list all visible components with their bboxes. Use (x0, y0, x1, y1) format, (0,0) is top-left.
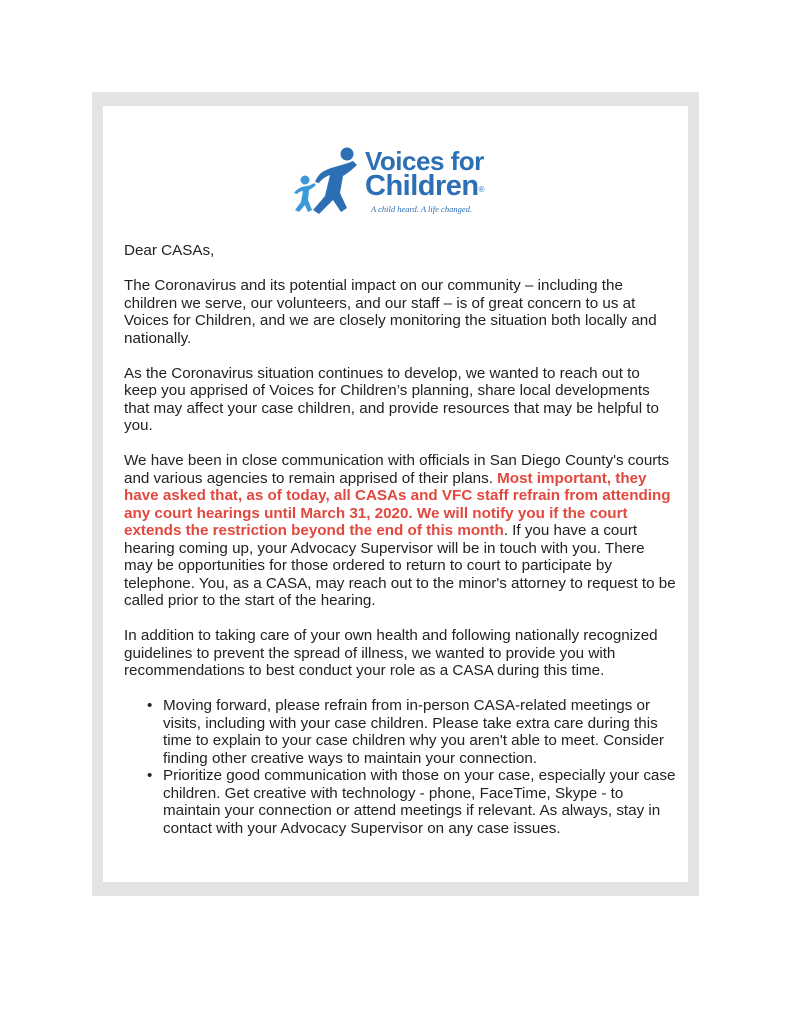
letter-body (124, 242, 676, 837)
paragraph-2: As the Coronavirus situation continues to develop, we wanted to reach out to keep you apprised of Voices for Children’s planning, share local developments that may affect your case children, and provide resources that may be helpful to you. (124, 364, 659, 434)
list-item (147, 697, 676, 767)
bullet-icon: • (147, 767, 153, 784)
bullet-icon: • (147, 697, 153, 714)
greeting: Dear CASAs, (124, 242, 215, 259)
adult-child-figures-icon (291, 146, 365, 218)
logo-text-line1: Voices for (365, 146, 484, 176)
paragraph-1: The Coronavirus and its potential impact on our community – including the children we serve, our volunteers, and our staff – is of great concern to us at Voices for Children, and we are closely monitoring the situation both locally and nationally. (124, 277, 657, 347)
logo-tagline: A child heard. A life changed. (371, 204, 472, 214)
list-item-text: Moving forward, please refrain from in-person CASA-related meetings or visits, including with your case children. Please take extra care during this time to explain to your case children why you aren't able to meet. Consider finding other creative ways to maintain your connection. (163, 697, 664, 767)
recommendations-list (124, 697, 676, 837)
paragraph-3 (124, 452, 676, 610)
paragraph-3-rest: . If you have a court hearing coming up, your Advocacy Supervisor will be in touch with you. There may be opportunities for those ordered to return to court to participate by telephone. You, as a CASA, may reach out to the minor's attorney to request to be called prior to the start of the hearing. (124, 522, 676, 609)
court-restriction-notice: Most important, they have asked that, as of today, all CASAs and VFC staff refrain from attending any court hearings until March 31, 2020. We will notify you if the court extends the restriction beyond the end of this month (124, 469, 671, 539)
paragraph-3-intro: We have been in close communication with officials in San Diego County's courts and various agencies to remain apprised of their plans. (124, 452, 670, 487)
logo-text-line2 (365, 170, 484, 206)
paragraph-4: In addition to taking care of your own health and following nationally recognized guidelines to prevent the spread of illness, we wanted to provide you with recommendations to best conduct your role as a CASA during this time. (124, 627, 658, 679)
registered-mark: ® (478, 185, 485, 194)
logo-text-children: Children (365, 170, 479, 202)
voices-for-children-logo (291, 146, 511, 220)
list-item-text: Prioritize good communication with those on your case, especially your case children. Get creative with technology - phone, FaceTime, Skype - to maintain your connection or attend meetings if relevant. As always, stay in contact with your Advocacy Supervisor on any case issues. (163, 767, 676, 837)
list-item (147, 767, 676, 837)
